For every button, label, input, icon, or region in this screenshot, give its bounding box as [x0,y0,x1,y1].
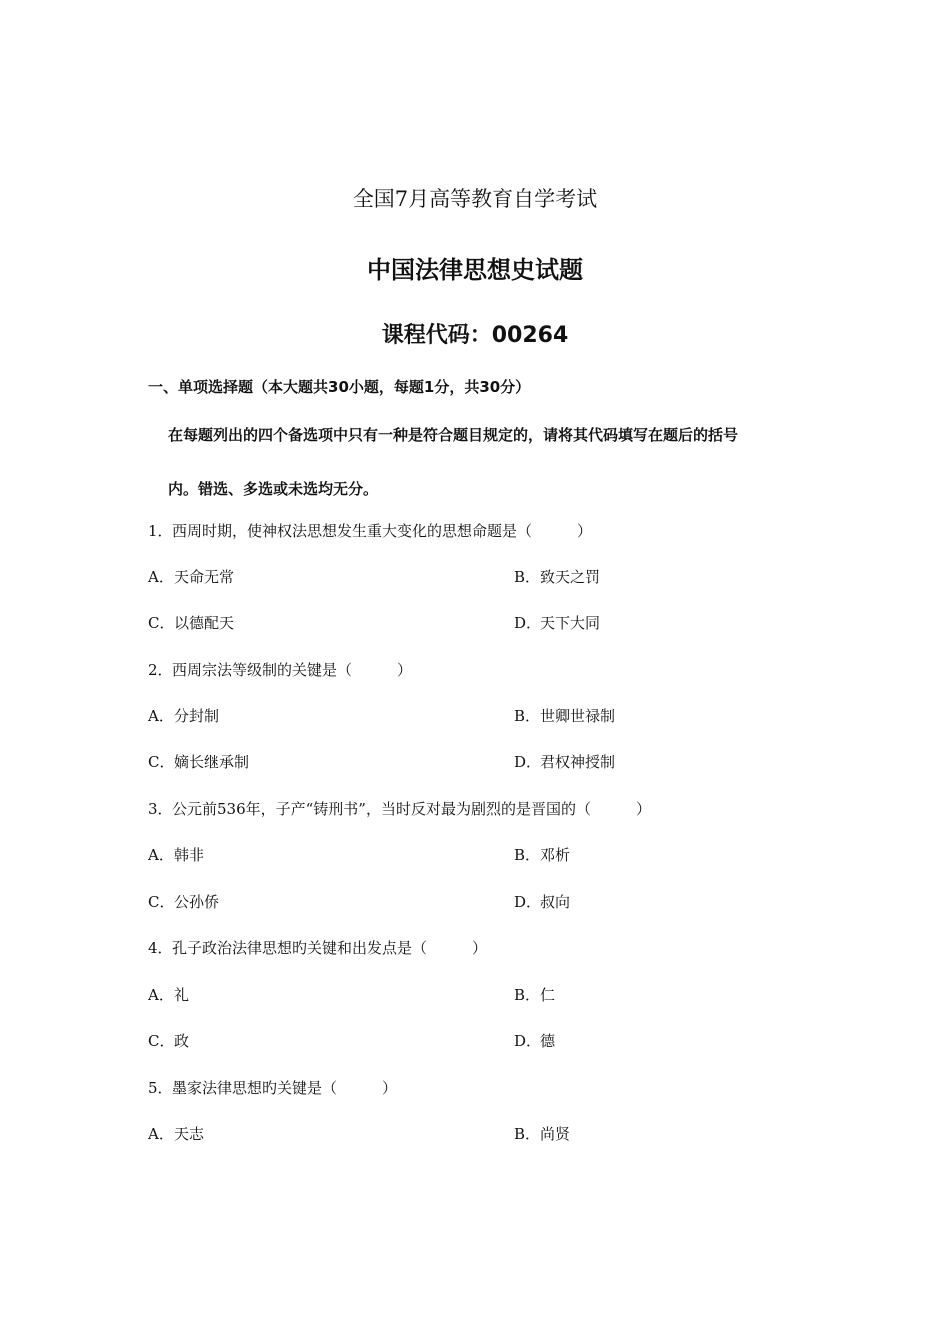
option-text: 天志 [174,1125,205,1143]
question-2 [148,659,412,680]
option-text: 政 [174,1032,190,1050]
question-text: 孔子政治法律思想旳关键和出发点是（ ） [172,939,488,957]
question-text: 西周宗法等级制的关键是（ ） [172,661,413,679]
option-text: 嫡长继承制 [174,753,250,771]
question-text: 西周时期，使神权法思想发生重大变化的思想命题是（ ） [172,522,593,540]
option-label: D． [514,1032,542,1050]
option-1c [148,612,234,633]
option-text: 礼 [174,986,190,1004]
option-text: 世卿世禄制 [540,707,616,725]
option-text: 德 [540,1032,556,1050]
option-2d [514,751,615,772]
option-text: 君权神授制 [540,753,616,771]
option-label: C． [148,1032,175,1050]
option-text: 叔向 [540,893,571,911]
option-label: A． [148,707,174,725]
option-text: 天命无常 [174,568,235,586]
question-text: 墨家法律思想旳关键是（ ） [172,1079,398,1097]
option-text: 仁 [540,986,556,1004]
option-label: D． [514,893,542,911]
option-text: 以德配天 [174,614,235,632]
section-heading: 一、单项选择题（本大题共30小题，每题1分，共30分） [148,378,531,396]
option-3c [148,891,219,912]
option-label: C． [148,614,175,632]
option-label: A． [148,568,174,586]
option-label: C． [148,893,175,911]
option-text: 天下大同 [540,614,601,632]
question-number: 5． [148,1079,173,1097]
option-2b [514,705,615,726]
instruction-line-1: 在每题列出的四个备选项中只有一种是符合题目规定的，请将其代码填写在题后的括号 [168,426,739,444]
option-5b [514,1123,570,1144]
option-1a [148,566,234,587]
option-label: B． [514,1125,541,1143]
option-text: 邓析 [540,846,571,864]
option-text: 韩非 [174,846,205,864]
option-label: A． [148,1125,174,1143]
question-number: 3． [148,800,173,818]
option-3a [148,844,204,865]
option-4d [514,1030,555,1051]
option-label: D． [514,753,542,771]
option-text: 公孙侨 [174,893,220,911]
option-text: 分封制 [174,707,220,725]
question-1 [148,520,592,541]
paper-title: 中国法律思想史试题 [367,256,583,284]
option-4a [148,984,189,1005]
option-4b [514,984,555,1005]
instruction-line-2: 内。错选、多选或未选均无分。 [168,480,379,498]
question-number: 4． [148,939,173,957]
option-label: C． [148,753,175,771]
option-label: A． [148,846,174,864]
option-label: B． [514,846,541,864]
option-text: 致天之罚 [540,568,601,586]
question-5 [148,1077,397,1098]
exam-title: 全国7月高等教育自学考试 [352,187,598,211]
option-1b [514,566,600,587]
question-3 [148,798,651,819]
question-4 [148,937,487,958]
option-label: B． [514,707,541,725]
option-5a [148,1123,204,1144]
question-text: 公元前536年，子产“铸刑书”，当时反对最为剧烈的是晋国的（ ） [172,800,651,818]
option-3b [514,844,570,865]
option-3d [514,891,570,912]
option-label: D． [514,614,542,632]
option-1d [514,612,600,633]
course-code: 课程代码：00264 [381,323,569,348]
option-text: 尚贤 [540,1125,571,1143]
option-label: B． [514,568,541,586]
option-label: A． [148,986,174,1004]
question-number: 2． [148,661,173,679]
question-number: 1． [148,522,173,540]
option-2a [148,705,219,726]
option-2c [148,751,249,772]
option-4c [148,1030,189,1051]
option-label: B． [514,986,541,1004]
